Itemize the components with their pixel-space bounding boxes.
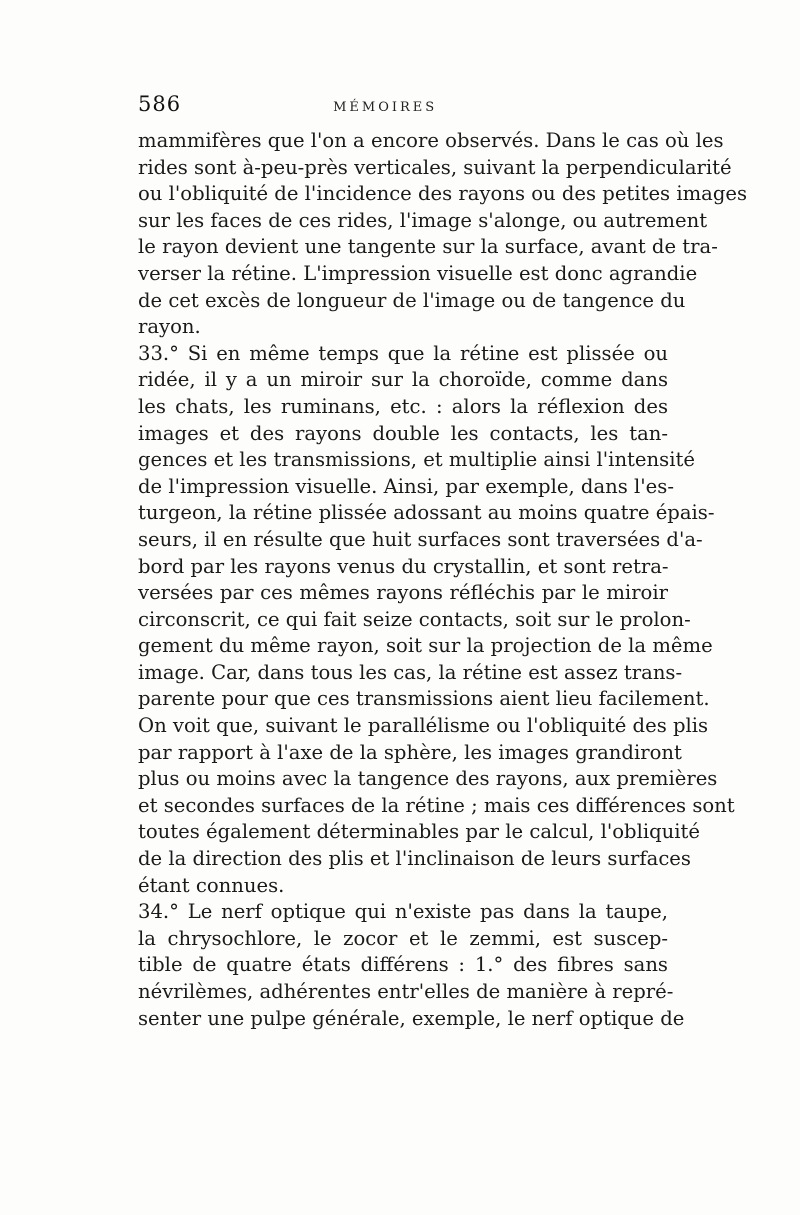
text-line: de la direction des plis et l'inclinaison de leurs surfaces <box>138 847 691 871</box>
text-line: parente pour que ces transmissions aient lieu facilement. <box>138 687 710 711</box>
body-text <box>138 128 748 1032</box>
text-line: 33.° Si en même temps que la rétine est plissée ou <box>138 341 668 365</box>
text-line: sur les faces de ces rides, l'image s'alonge, ou autrement <box>138 208 708 232</box>
text-line: senter une pulpe générale, exemple, le nerf optique de <box>138 1006 685 1030</box>
page-header <box>138 92 668 116</box>
running-head: MÉMOIRES <box>333 100 438 115</box>
text-line: turgeon, la rétine plissée adossant au moins quatre épais- <box>138 501 715 525</box>
text-line: les chats, les ruminans, etc. : alors la réflexion des <box>138 394 668 418</box>
text-line: gences et les transmissions, et multiplie ainsi l'intensité <box>138 448 695 472</box>
text-line: 34.° Le nerf optique qui n'existe pas dans la taupe, <box>138 900 668 924</box>
text-line: gement du même rayon, soit sur la projection de la même <box>138 634 713 658</box>
text-line: la chrysochlore, le zocor et le zemmi, est suscep- <box>138 926 668 950</box>
text-line: versées par ces mêmes rayons réfléchis par le miroir <box>138 581 668 605</box>
text-line: de l'impression visuelle. Ainsi, par exemple, dans l'es- <box>138 474 674 498</box>
text-line: verser la rétine. L'impression visuelle est donc agrandie <box>138 261 698 285</box>
text-line: image. Car, dans tous les cas, la rétine est assez trans- <box>138 660 683 684</box>
text-line: seurs, il en résulte que huit surfaces sont traversées d'a- <box>138 527 703 551</box>
text-line: le rayon devient une tangente sur la surface, avant de tra- <box>138 235 718 259</box>
text-line: étant connues. <box>138 873 285 897</box>
text-line: ridée, il y a un miroir sur la choroïde, comme dans <box>138 368 668 392</box>
text-line: par rapport à l'axe de la sphère, les images grandiront <box>138 740 682 764</box>
page-number: 586 <box>138 92 182 116</box>
text-line: rayon. <box>138 315 201 339</box>
text-line: tible de quatre états différens : 1.° des fibres sans <box>138 953 668 977</box>
text-line: et secondes surfaces de la rétine ; mais ces différences sont <box>138 793 735 817</box>
text-line: névrilèmes, adhérentes entr'elles de manière à repré- <box>138 980 674 1003</box>
text-line: On voit que, suivant le parallélisme ou l'obliquité des plis <box>138 714 709 738</box>
text-line: circonscrit, ce qui fait seize contacts, soit sur le prolon- <box>138 607 691 631</box>
text-line: toutes également déterminables par le calcul, l'obliquité <box>138 820 700 844</box>
text-line: ou l'obliquité de l'incidence des rayons ou des petites images <box>138 182 748 206</box>
text-line: images et des rayons double les contacts, les tan- <box>138 421 668 445</box>
text-line: plus ou moins avec la tangence des rayons, aux premières <box>138 767 718 791</box>
text-line: de cet excès de longueur de l'image ou de tangence du <box>138 288 686 312</box>
text-line: bord par les rayons venus du crystallin, et sont retra- <box>138 554 669 578</box>
text-line: mammifères que l'on a encore observés. Dans le cas où les <box>138 129 724 152</box>
text-line: rides sont à-peu-près verticales, suivant la perpendicularité <box>138 155 732 179</box>
